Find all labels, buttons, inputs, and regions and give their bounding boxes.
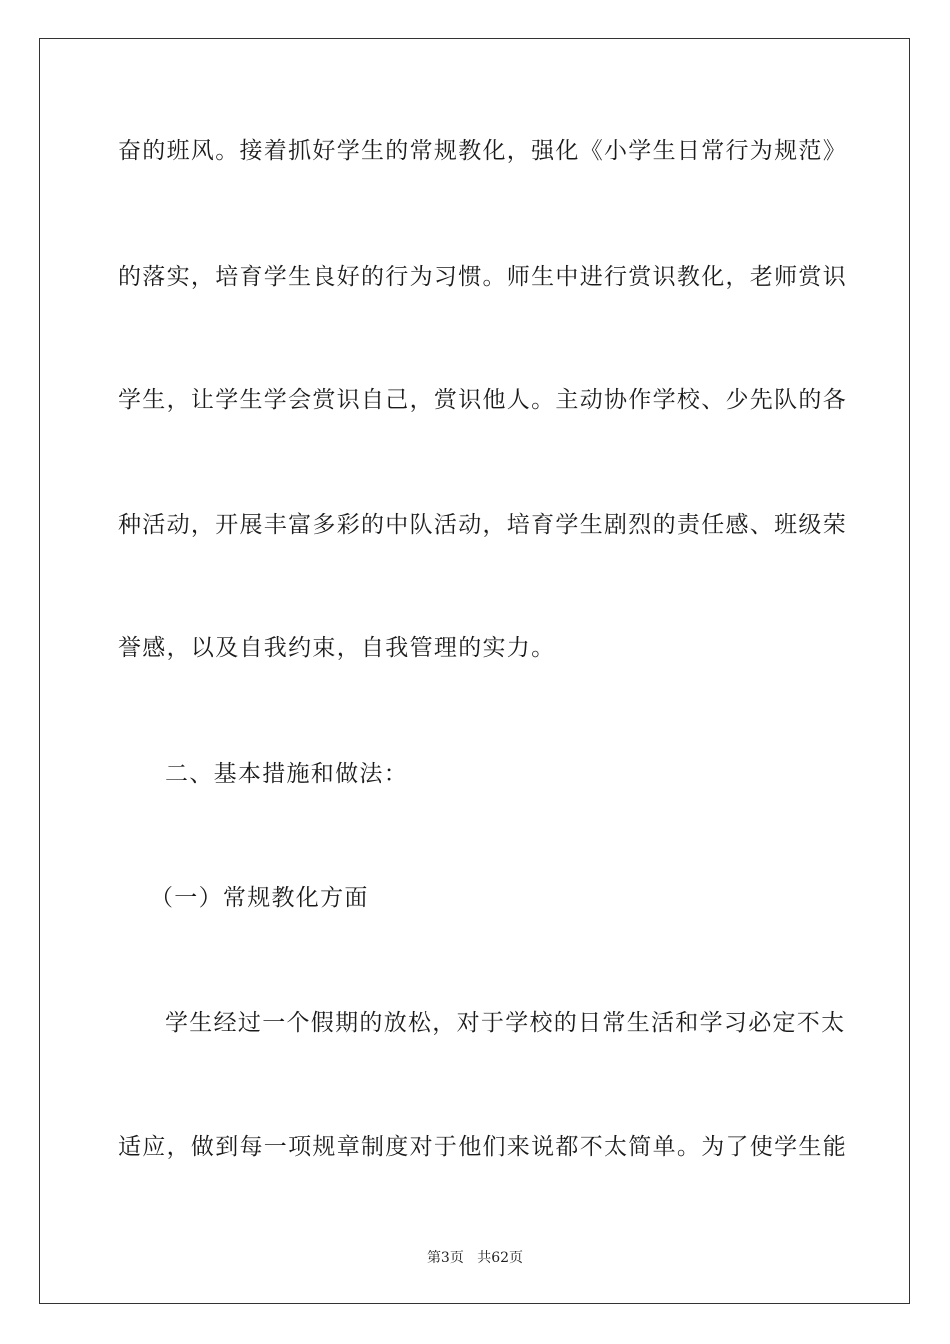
page-number: 第3页 xyxy=(426,1250,464,1266)
subsection-heading: （一）常规教化方面 xyxy=(150,885,369,911)
page-footer xyxy=(0,1247,950,1267)
body-text-line-7: 适应，做到每一项规章制度对于他们来说都不太简单。为了使学生能 xyxy=(118,1134,847,1160)
page-total: 共62页 xyxy=(477,1250,524,1266)
body-text-line-5: 誉感，以及自我约束，自我管理的实力。 xyxy=(118,635,556,661)
body-text-line-6: 学生经过一个假期的放松，对于学校的日常生活和学习必定不太 xyxy=(165,1010,846,1036)
section-heading: 二、基本措施和做法： xyxy=(165,761,408,787)
page-border xyxy=(39,38,910,1304)
body-text-line-3: 学生，让学生学会赏识自己，赏识他人。主动协作学校、少先队的各 xyxy=(118,387,847,413)
body-text-line-1: 奋的班风。接着抓好学生的常规教化，强化《小学生日常行为规范》 xyxy=(118,138,847,164)
body-text-line-2: 的落实，培育学生良好的行为习惯。师生中进行赏识教化，老师赏识 xyxy=(118,264,847,290)
body-text-line-4: 种活动，开展丰富多彩的中队活动，培育学生剧烈的责任感、班级荣 xyxy=(118,512,847,538)
